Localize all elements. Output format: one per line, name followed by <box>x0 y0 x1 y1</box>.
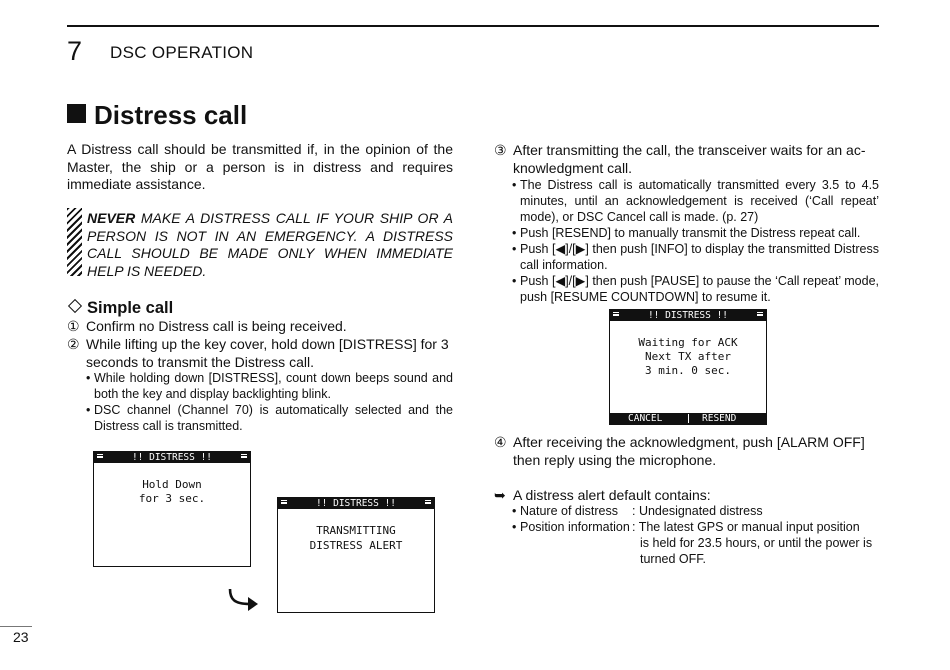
menu-icon <box>281 500 287 503</box>
bullet-item: • Push [RESEND] to manually transmit the Distress repeat call. <box>512 226 861 240</box>
bullet-item: • While holding down [DISTRESS], count down beeps sound and both the key and display backlighting blink. <box>86 371 453 401</box>
warning-text <box>87 210 453 280</box>
chapter-title: DSC OPERATION <box>110 43 254 62</box>
chapter-number: 7 <box>67 36 83 66</box>
step-number: ① <box>67 318 80 334</box>
bullet-item: • The Distress call is automatically transmitted every 3.5 to 4.5 minutes, until an acknowledgement is received (‘Call repeat’ mode), or DSC Cancel call is made. (p. 27) <box>512 178 879 224</box>
softkey-cancel: CANCEL <box>628 413 663 424</box>
step-text-line1: While lifting up the key cover, hold down [DISTRESS] for 3 <box>86 336 449 352</box>
section-title <box>67 100 247 131</box>
lcd-line: Next TX after <box>644 350 732 363</box>
step-number: ④ <box>494 434 507 450</box>
lcd-screen-hold <box>93 451 251 567</box>
menu-icon <box>425 500 431 503</box>
alert-title: A distress alert default contains: <box>513 487 711 503</box>
lcd-line: Waiting for ACK <box>638 336 738 349</box>
subsection-title <box>67 299 173 318</box>
note-arrow-icon: ➥ <box>494 487 506 503</box>
intro-paragraph: A Distress call should be transmitted if, in the opinion of the Master, the ship or a person is in distress and requires immediate assistance. <box>67 141 453 192</box>
softkey-divider <box>688 414 689 423</box>
menu-icon <box>613 312 619 315</box>
bullet-item: • Push [◀]/[▶] then push [PAUSE] to pause the ‘Call repeat’ mode, push [RESUME COUNTDOWN] to resume it. <box>512 274 879 304</box>
subsection-title-text: Simple call <box>87 299 174 317</box>
step-text-line2: seconds to transmit the Distress call. <box>86 353 314 370</box>
lcd-line: for 3 sec. <box>138 492 206 505</box>
lcd-title-bar: !! DISTRESS !! <box>94 452 250 463</box>
position-value-line2: is held for 23.5 hours, or until the power is <box>640 536 873 550</box>
step-number: ③ <box>494 142 507 158</box>
menu-icon <box>757 312 763 315</box>
softkey-resend: RESEND <box>702 413 737 424</box>
nature-value: : Undesignated distress <box>632 504 763 518</box>
lcd-line: TRANSMITTING <box>316 524 396 537</box>
step-text-line1: After receiving the acknowledgment, push [ALARM OFF] <box>513 434 865 450</box>
lcd-title-bar: !! DISTRESS !! <box>610 310 766 321</box>
warning-body: MAKE A DISTRESS CALL IF YOUR SHIP OR A PERSON IS NOT IN AN EMERGENCY. A DISTRESS CALL SHOULD BE MADE ONLY WHEN IMMEDIATE HELP IS NEEDED. <box>87 210 453 279</box>
lcd-line: 3 min. 0 sec. <box>644 364 732 377</box>
lcd-screen-waiting <box>609 309 767 425</box>
lcd-line: Hold Down <box>142 478 202 491</box>
curved-arrow-icon <box>226 587 260 613</box>
lcd-title-bar: !! DISTRESS !! <box>278 498 434 509</box>
nature-label: Nature of distress <box>520 504 618 518</box>
position-label: Position information <box>520 520 630 534</box>
bullet-item: • DSC channel (Channel 70) is automatically selected and the Distress call is transmitted. <box>86 403 453 433</box>
menu-icon <box>241 454 247 457</box>
header-rule <box>67 25 879 27</box>
warning-lead: NEVER <box>87 210 136 226</box>
step-text-line2: knowledgment call. <box>513 159 633 176</box>
menu-icon <box>97 454 103 457</box>
step-text: Confirm no Distress call is being received. <box>86 318 347 334</box>
position-value-line1: : The latest GPS or manual input position <box>632 520 860 534</box>
alert-row-position: • Position information : The latest GPS or manual input position is held for 23.5 hours, or until the power is turned OFF. <box>512 520 873 566</box>
bullet-item: • Push [◀]/[▶] then push [INFO] to display the transmitted Distress call information. <box>512 242 879 272</box>
position-value-line3: turned OFF. <box>640 552 706 566</box>
alert-row-nature: • Nature of distress : Undesignated distress <box>512 504 763 518</box>
step-text-line2: then reply using the microphone. <box>513 451 717 468</box>
section-title-text: Distress call <box>94 100 248 130</box>
step-number: ② <box>67 336 80 352</box>
lcd-line: DISTRESS ALERT <box>309 539 403 552</box>
warning-stripe-icon <box>67 208 82 276</box>
lcd-screen-transmitting <box>277 497 435 613</box>
lcd-softkey-bar <box>610 413 766 424</box>
square-bullet-icon <box>67 104 86 123</box>
page-number: 23 <box>13 629 29 645</box>
footer-rule <box>0 626 32 627</box>
step-text-line1: After transmitting the call, the transceiver waits for an ac- <box>513 142 866 158</box>
diamond-icon <box>68 299 82 313</box>
